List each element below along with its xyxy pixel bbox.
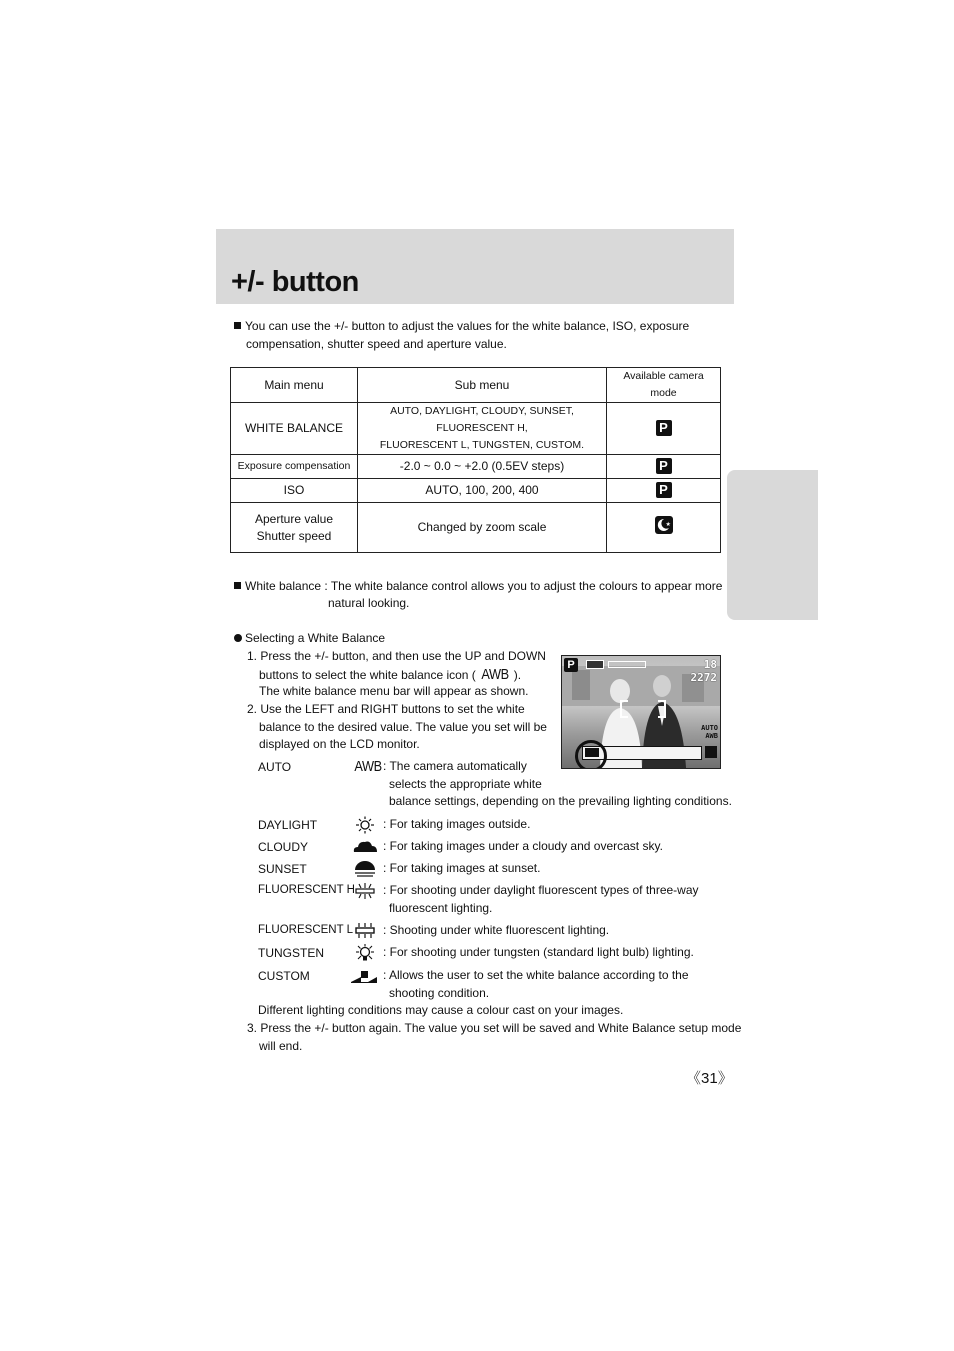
wb-option-fluorescent-l: FLUORESCENT L <box>258 924 354 936</box>
wb-intro-line-1: White balance : The white balance control allows you to adjust the colours to appear more <box>234 578 722 595</box>
lcd-zoom-bar <box>608 661 646 668</box>
header-sub-menu: Sub menu <box>358 368 607 403</box>
row-sub: -2.0 ~ 0.0 ~ +2.0 (0.5EV steps) <box>358 455 607 479</box>
step3-a: 3. Press the +/- button again. The value you set will be saved and White Balance setup mode <box>247 1021 742 1035</box>
wb-desc-sunset: : For taking images at sunset. <box>383 861 541 875</box>
wb-desc-auto: : The camera automatically selects the appropriate white balance settings, depending on the prevailing lighting conditions. <box>383 759 732 808</box>
svg-text:★: ★ <box>665 521 671 528</box>
custom-icon <box>348 966 380 982</box>
table-row <box>231 403 721 455</box>
row-main: Aperture value Shutter speed <box>231 503 358 553</box>
wb-desc-custom: : Allows the user to set the white balance according to the shooting condition. <box>383 968 689 1000</box>
table-row <box>231 479 721 503</box>
tungsten-icon <box>352 944 378 960</box>
round-bullet-icon <box>234 634 242 642</box>
sunset-icon <box>352 860 378 876</box>
lcd-focus-bracket-right <box>658 700 666 718</box>
page-title: +/- button <box>231 266 359 298</box>
wb-option-sunset: SUNSET <box>258 862 307 876</box>
header-main-menu: Main menu <box>231 368 358 403</box>
row-mode <box>607 479 721 503</box>
wb-desc-daylight: : For taking images outside. <box>383 817 531 831</box>
lighting-note: Different lighting conditions may cause a colour cast on your images. <box>258 1003 624 1017</box>
lcd-battery-icon <box>586 660 604 669</box>
wb-option-auto: AUTO <box>258 760 292 774</box>
row-mode <box>607 503 721 553</box>
selecting-heading: Selecting a White Balance <box>234 630 385 647</box>
side-tab <box>727 470 818 620</box>
wb-option-cloudy: CLOUDY <box>258 840 309 854</box>
fluorescent-h-icon <box>352 882 378 898</box>
night-scene-icon <box>655 516 673 534</box>
step1-a: 1. Press the +/- button, and then use the UP and DOWN <box>247 649 546 663</box>
lcd-image-size: 2272 <box>690 671 717 684</box>
step1-c: The white balance menu bar will appear as shown. <box>259 684 529 698</box>
lcd-program-mode-icon: P <box>564 658 578 672</box>
awb-icon: AWB <box>481 666 509 683</box>
intro-line-2: compensation, shutter speed and aperture value. <box>246 337 507 351</box>
program-mode-icon: P <box>656 420 672 436</box>
table-header-row <box>231 368 721 403</box>
table-row <box>231 455 721 479</box>
lcd-focus-bracket-left <box>620 700 628 718</box>
lcd-preview <box>561 655 721 769</box>
wb-option-tungsten: TUNGSTEN <box>258 946 324 960</box>
wb-desc-cloudy: : For taking images under a cloudy and overcast sky. <box>383 839 663 853</box>
row-main: WHITE BALANCE <box>231 403 358 455</box>
square-bullet-icon <box>234 322 241 329</box>
program-mode-icon: P <box>656 458 672 474</box>
wb-desc-fluorescent-l: : Shooting under white fluorescent lighting. <box>383 923 610 937</box>
row-mode <box>607 455 721 479</box>
lcd-exposure-icon <box>705 746 717 758</box>
wb-desc-tungsten: : For shooting under tungsten (standard light bulb) lighting. <box>383 945 694 959</box>
program-mode-icon: P <box>656 482 672 498</box>
row-sub: Changed by zoom scale <box>358 503 607 553</box>
row-mode <box>607 403 721 455</box>
intro-line-1: You can use the +/- button to adjust the values for the white balance, ISO, exposure <box>234 318 689 335</box>
awb-icon: AWB <box>354 758 382 775</box>
table-row <box>231 503 721 553</box>
square-bullet-icon <box>234 582 241 589</box>
wb-desc-fluorescent-h: : For shooting under daylight fluorescent types of three-way fluorescent lighting. <box>383 883 699 915</box>
fluorescent-l-icon <box>352 922 378 938</box>
header-camera-mode: Available camera mode <box>607 368 721 403</box>
step2-c: displayed on the LCD monitor. <box>259 737 420 751</box>
row-main: Exposure compensation <box>231 455 358 479</box>
wb-intro-line-2: natural looking. <box>328 596 410 610</box>
lcd-wb-label: AWB <box>705 732 718 740</box>
step2-b: balance to the desired value. The value you set will be <box>259 720 547 734</box>
wb-option-custom: CUSTOM <box>258 969 310 983</box>
step3-b: will end. <box>259 1039 303 1053</box>
step1-b: buttons to select the white balance icon ( AWB ). <box>259 666 522 683</box>
step2-a: 2. Use the LEFT and RIGHT buttons to set the white <box>247 702 525 716</box>
row-main: ISO <box>231 479 358 503</box>
sun-icon <box>352 816 378 832</box>
row-sub: AUTO, DAYLIGHT, CLOUDY, SUNSET, FLUORESCENT H, FLUORESCENT L, TUNGSTEN, CUSTOM. <box>358 403 607 455</box>
lcd-shots-remaining: 18 <box>703 658 717 671</box>
mode-table <box>230 367 721 553</box>
wb-option-daylight: DAYLIGHT <box>258 818 318 832</box>
wb-option-fluorescent-h: FLUORESCENT H <box>258 884 355 896</box>
page-number: 《31》 <box>686 1070 733 1087</box>
lcd-iso-label: AUTO <box>701 724 718 732</box>
cloud-icon <box>352 838 378 854</box>
row-sub: AUTO, 100, 200, 400 <box>358 479 607 503</box>
